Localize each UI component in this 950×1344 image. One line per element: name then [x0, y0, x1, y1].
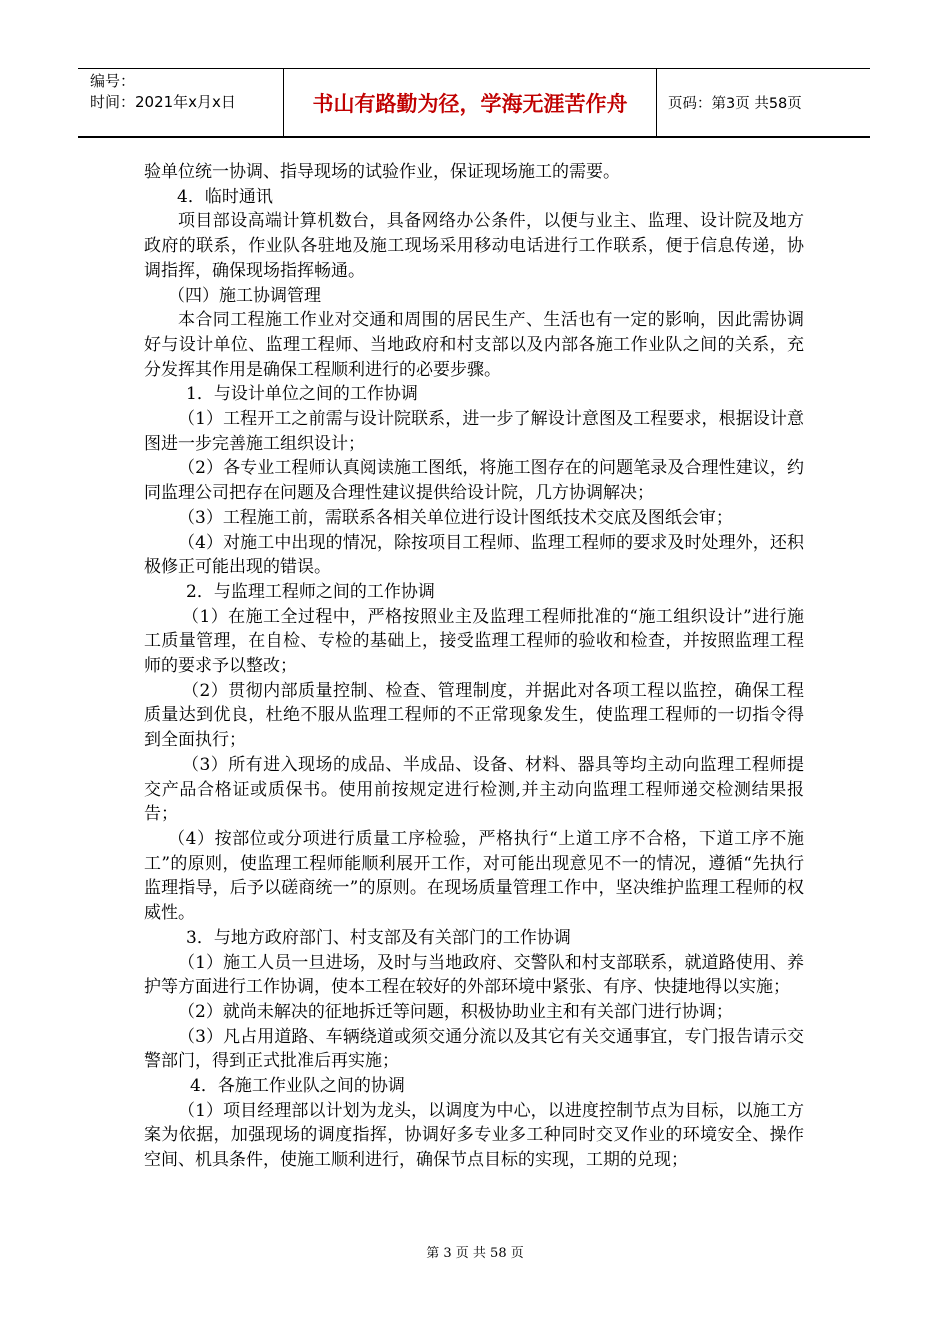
body-paragraph: （1）工程开工之前需与设计院联系，进一步了解设计意图及工程要求，根据设计意图进一步完善施工组织设计； — [144, 409, 804, 454]
body-paragraph: （2）就尚未解决的征地拆迁等问题，积极协助业主和有关部门进行协调； — [178, 1001, 733, 1022]
document-date-label: 时间：2021年x月x日 — [90, 93, 236, 111]
body-paragraph: （3）凡占用道路、车辆绕道或须交通分流以及其它有关交通事宜，专门报告请示交警部门，得到正式批准后再实施； — [144, 1026, 804, 1072]
page-footer: 第 3 页 共 58 页 — [426, 1246, 524, 1261]
header-page-label: 页码：第3页 共58页 — [668, 96, 802, 112]
body-paragraph: （1）项目经理部以计划为龙头，以调度为中心，以进度控制节点为目标，以施工方案为依据，加强现场的调度指挥，协调好多专业多工种同时交叉作业的环境安全、操作空间、机具条件，使施工顺利进行，确保节点目标的实现，工期的兑现； — [144, 1100, 804, 1171]
body-paragraph: 项目部设高端计算机数台，具备网络办公条件，以便与业主、监理、设计院及地方政府的联系，作业队各驻地及施工现场采用移动电话进行工作联系，便于信息传递，协调指挥，确保现场指挥畅通。 — [144, 211, 804, 281]
body-paragraph: （4）对施工中出现的情况，除按项目工程师、监理工程师的要求及时处理外，还积极修正可能出现的错误。 — [144, 532, 804, 578]
body-paragraph: （3）工程施工前，需联系各相关单位进行设计图纸技术交底及图纸会审； — [178, 507, 733, 528]
header-motto: 书山有路勤为径，学海无涯苦作舟 — [312, 92, 628, 116]
body-paragraph: 验单位统一协调、指导现场的试验作业，保证现场施工的需要。 — [144, 162, 620, 182]
body-paragraph: 3．与地方政府部门、村支部及有关部门的工作协调 — [186, 927, 571, 948]
body-paragraph: （1）在施工全过程中，严格按照业主及监理工程师批准的“施工组织设计”进行施工质量管理，在自检、专检的基础上，接受监理工程师的验收和检查，并按照监理工程师的要求予以整改； — [144, 606, 804, 677]
document-body — [144, 160, 804, 1173]
body-paragraph: （1）施工人员一旦进场，及时与当地政府、交警队和村支部联系，就道路使用、养护等方面进行工作协调，使本工程在较好的外部环境中紧张、有序、快捷地得以实施； — [144, 952, 804, 998]
body-paragraph: （四）施工协调管理 — [168, 285, 321, 306]
body-paragraph: （3）所有进入现场的成品、半成品、设备、材料、器具等均主动向监理工程师提交产品合格证或质保书。使用前按规定进行检测,并主动向监理工程师递交检测结果报告； — [144, 754, 804, 825]
document-number-label: 编号： — [90, 72, 136, 90]
body-paragraph: 4．各施工作业队之间的协调 — [190, 1076, 405, 1097]
body-paragraph: （2）贯彻内部质量控制、检查、管理制度，并据此对各项工程以监控，确保工程质量达到优良，杜绝不服从监理工程师的不正常现象发生，使监理工程师的一切指令得到全面执行； — [144, 680, 804, 751]
body-paragraph: 1．与设计单位之间的工作协调 — [186, 384, 418, 405]
body-paragraph: （4）按部位或分项进行质量工序检验，严格执行“上道工序不合格，下道工序不施工”的原则，使监理工程师能顺利展开工作，对可能出现意见不一的情况，遵循“先执行监理指导，后予以磋商统一”的原则。在现场质量管理工作中，坚决维护监理工程师的权威性。 — [144, 828, 804, 924]
body-paragraph: 2．与监理工程师之间的工作协调 — [186, 581, 435, 602]
header-divider — [656, 69, 657, 136]
header-meta — [90, 71, 236, 113]
body-paragraph: 4．临时通讯 — [177, 186, 273, 207]
body-paragraph: （2）各专业工程师认真阅读施工图纸，将施工图存在的问题笔录及合理性建议，约同监理公司把存在问题及合理性建议提供给设计院，几方协调解决； — [144, 458, 804, 504]
body-paragraph: 本合同工程施工作业对交通和周围的居民生产、生活也有一定的影响，因此需协调好与设计单位、监理工程师、当地政府和村支部以及内部各施工作业队之间的关系，充分发挥其作用是确保工程顺利进行的必要步骤。 — [144, 310, 804, 380]
page-header — [78, 68, 870, 138]
